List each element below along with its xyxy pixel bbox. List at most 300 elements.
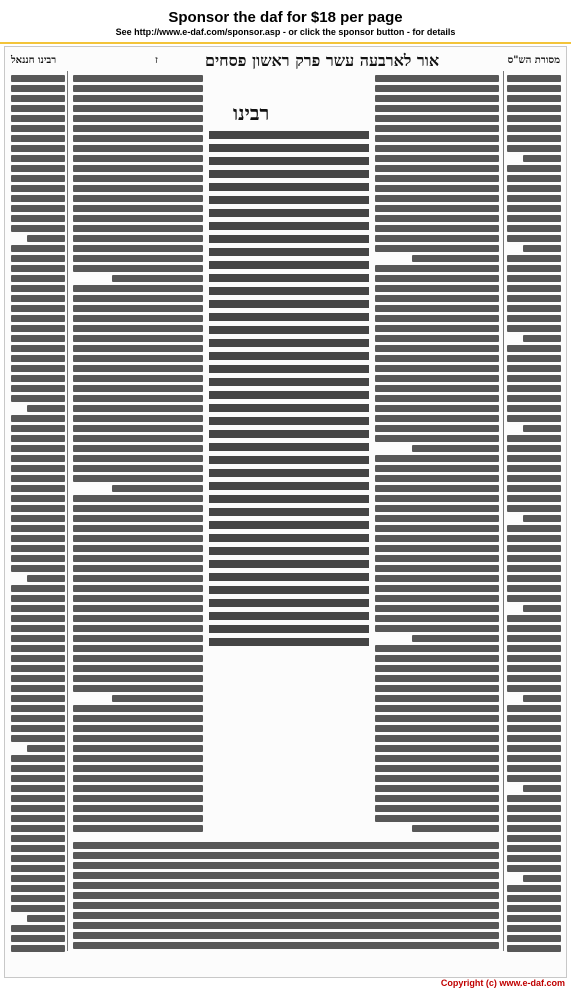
text-line — [375, 565, 499, 572]
text-line — [507, 575, 561, 582]
text-line — [73, 565, 203, 572]
text-line — [523, 605, 561, 612]
text-line — [73, 912, 499, 919]
running-title: אור לארבעה עשר פרק ראשון פסחים — [205, 51, 440, 70]
text-line — [375, 455, 499, 462]
text-line — [11, 765, 65, 772]
text-line — [73, 735, 203, 742]
text-line — [375, 495, 499, 502]
text-line — [73, 285, 203, 292]
left-commentary-column — [11, 75, 65, 955]
text-line — [375, 245, 499, 252]
text-line — [73, 255, 203, 262]
text-line — [209, 261, 369, 269]
text-line — [11, 855, 65, 862]
text-line — [375, 725, 499, 732]
text-line — [209, 300, 369, 308]
text-line — [209, 196, 369, 204]
text-line — [507, 935, 561, 942]
text-line — [209, 521, 369, 529]
text-line — [523, 785, 561, 792]
text-line — [11, 925, 65, 932]
right-margin-column — [507, 75, 561, 955]
text-line — [375, 595, 499, 602]
text-line — [11, 245, 65, 252]
text-line — [375, 335, 499, 342]
text-line — [11, 325, 65, 332]
text-line — [507, 85, 561, 92]
text-line — [209, 417, 369, 425]
text-line — [11, 445, 65, 452]
text-line — [523, 155, 561, 162]
text-line — [209, 144, 369, 152]
text-line — [11, 175, 65, 182]
text-line — [507, 265, 561, 272]
text-line — [375, 375, 499, 382]
text-line — [73, 505, 203, 512]
text-line — [73, 85, 203, 92]
text-line — [73, 365, 203, 372]
text-line — [375, 145, 499, 152]
text-line — [11, 945, 65, 952]
text-line — [209, 183, 369, 191]
text-line — [507, 275, 561, 282]
text-line — [73, 765, 203, 772]
text-line — [11, 815, 65, 822]
text-line — [11, 775, 65, 782]
text-line — [112, 275, 203, 282]
text-line — [11, 795, 65, 802]
text-line — [375, 735, 499, 742]
text-line — [507, 215, 561, 222]
text-line — [507, 925, 561, 932]
text-line — [507, 725, 561, 732]
rashi-column — [375, 75, 499, 835]
text-line — [507, 125, 561, 132]
text-line — [73, 295, 203, 302]
text-line — [73, 225, 203, 232]
text-line — [375, 525, 499, 532]
text-line — [73, 725, 203, 732]
text-line — [73, 525, 203, 532]
text-line — [209, 170, 369, 178]
text-line — [11, 715, 65, 722]
text-line — [73, 535, 203, 542]
text-line — [375, 535, 499, 542]
text-line — [375, 435, 499, 442]
text-line — [11, 85, 65, 92]
text-line — [73, 175, 203, 182]
text-line — [11, 195, 65, 202]
text-line — [11, 675, 65, 682]
text-line — [73, 125, 203, 132]
text-line — [11, 425, 65, 432]
text-line — [11, 185, 65, 192]
text-line — [11, 95, 65, 102]
text-line — [209, 638, 369, 646]
text-line — [209, 131, 369, 139]
text-line — [507, 855, 561, 862]
text-line — [507, 635, 561, 642]
text-line — [11, 105, 65, 112]
text-line — [73, 685, 203, 692]
text-line — [209, 586, 369, 594]
text-line — [73, 655, 203, 662]
column-divider — [503, 71, 504, 951]
text-line — [209, 404, 369, 412]
text-line — [73, 815, 203, 822]
text-line — [11, 155, 65, 162]
text-line — [73, 445, 203, 452]
text-line — [73, 872, 499, 879]
text-line — [507, 645, 561, 652]
text-line — [209, 456, 369, 464]
text-line — [507, 795, 561, 802]
column-divider — [67, 71, 68, 951]
text-line — [73, 465, 203, 472]
text-line — [523, 335, 561, 342]
gemara-text — [209, 131, 369, 651]
text-line — [375, 815, 499, 822]
text-line — [11, 395, 65, 402]
text-line — [11, 725, 65, 732]
text-line — [507, 465, 561, 472]
text-line — [375, 355, 499, 362]
copyright-footer[interactable]: Copyright (c) www.e-daf.com — [440, 978, 565, 988]
text-line — [507, 135, 561, 142]
text-line — [11, 135, 65, 142]
text-line — [73, 205, 203, 212]
text-line — [11, 785, 65, 792]
text-line — [507, 285, 561, 292]
text-line — [73, 265, 203, 272]
text-line — [375, 415, 499, 422]
text-line — [375, 795, 499, 802]
text-line — [375, 235, 499, 242]
text-line — [375, 505, 499, 512]
banner-title[interactable]: Sponsor the daf for $18 per page — [168, 9, 403, 26]
text-line — [375, 385, 499, 392]
text-line — [507, 565, 561, 572]
text-line — [11, 615, 65, 622]
text-line — [375, 645, 499, 652]
text-line — [11, 865, 65, 872]
text-line — [27, 575, 65, 582]
text-line — [209, 547, 369, 555]
text-line — [375, 95, 499, 102]
text-line — [73, 315, 203, 322]
text-line — [375, 155, 499, 162]
text-line — [507, 395, 561, 402]
text-line — [73, 615, 203, 622]
text-line — [11, 645, 65, 652]
talmud-page — [4, 46, 567, 978]
text-line — [375, 295, 499, 302]
sponsor-banner[interactable] — [0, 0, 571, 44]
text-line — [11, 215, 65, 222]
text-line — [11, 505, 65, 512]
left-column-label: רבינו חננאל — [11, 55, 57, 66]
text-line — [375, 695, 499, 702]
text-line — [73, 862, 499, 869]
text-line — [11, 365, 65, 372]
text-line — [507, 655, 561, 662]
text-line — [73, 852, 499, 859]
text-line — [375, 205, 499, 212]
text-line — [412, 445, 499, 452]
text-line — [375, 265, 499, 272]
text-line — [73, 942, 499, 949]
text-line — [507, 735, 561, 742]
text-line — [507, 625, 561, 632]
text-line — [11, 875, 65, 882]
text-line — [507, 455, 561, 462]
text-line — [375, 115, 499, 122]
text-line — [507, 375, 561, 382]
text-line — [27, 745, 65, 752]
text-line — [375, 75, 499, 82]
text-line — [11, 75, 65, 82]
text-line — [507, 385, 561, 392]
text-line — [507, 805, 561, 812]
text-line — [209, 495, 369, 503]
text-line — [375, 755, 499, 762]
text-line — [73, 665, 203, 672]
text-line — [11, 735, 65, 742]
text-line — [375, 555, 499, 562]
text-line — [375, 105, 499, 112]
text-line — [375, 605, 499, 612]
text-line — [412, 825, 499, 832]
text-line — [209, 274, 369, 282]
text-line — [507, 305, 561, 312]
text-line — [507, 825, 561, 832]
text-line — [375, 195, 499, 202]
text-line — [375, 125, 499, 132]
text-line — [507, 615, 561, 622]
text-line — [73, 215, 203, 222]
text-line — [11, 755, 65, 762]
text-line — [209, 352, 369, 360]
text-line — [73, 495, 203, 502]
text-line — [73, 155, 203, 162]
text-line — [73, 405, 203, 412]
text-line — [209, 534, 369, 542]
text-line — [73, 425, 203, 432]
text-line — [73, 105, 203, 112]
text-line — [375, 345, 499, 352]
text-line — [375, 625, 499, 632]
text-line — [73, 892, 499, 899]
text-line — [11, 835, 65, 842]
text-line — [523, 875, 561, 882]
text-line — [73, 585, 203, 592]
text-line — [523, 695, 561, 702]
text-line — [507, 815, 561, 822]
text-line — [507, 195, 561, 202]
text-line — [73, 715, 203, 722]
text-line — [73, 795, 203, 802]
text-line — [11, 335, 65, 342]
text-line — [375, 465, 499, 472]
text-line — [412, 635, 499, 642]
text-line — [375, 395, 499, 402]
text-line — [11, 805, 65, 812]
text-line — [507, 105, 561, 112]
text-line — [11, 415, 65, 422]
text-line — [507, 665, 561, 672]
text-line — [375, 225, 499, 232]
text-line — [375, 85, 499, 92]
text-line — [507, 555, 561, 562]
banner-subtitle[interactable]: See http://www.e-daf.com/sponsor.asp - or click the sponsor button - for details — [115, 27, 456, 37]
text-line — [507, 115, 561, 122]
text-line — [209, 313, 369, 321]
text-line — [375, 785, 499, 792]
text-line — [507, 315, 561, 322]
text-line — [507, 185, 561, 192]
text-line — [11, 165, 65, 172]
text-line — [507, 895, 561, 902]
text-line — [209, 365, 369, 373]
text-line — [375, 705, 499, 712]
text-line — [73, 515, 203, 522]
text-line — [375, 175, 499, 182]
text-line — [375, 165, 499, 172]
text-line — [73, 415, 203, 422]
text-line — [507, 595, 561, 602]
text-line — [11, 375, 65, 382]
text-line — [375, 715, 499, 722]
text-line — [11, 655, 65, 662]
text-line — [73, 115, 203, 122]
text-line — [507, 205, 561, 212]
text-line — [375, 585, 499, 592]
text-line — [209, 443, 369, 451]
text-line — [375, 135, 499, 142]
text-line — [73, 305, 203, 312]
text-line — [73, 75, 203, 82]
text-line — [112, 485, 203, 492]
text-line — [375, 545, 499, 552]
text-line — [11, 515, 65, 522]
text-line — [507, 325, 561, 332]
text-line — [375, 475, 499, 482]
text-line — [375, 485, 499, 492]
text-line — [523, 515, 561, 522]
text-line — [73, 645, 203, 652]
text-line — [375, 325, 499, 332]
text-line — [507, 535, 561, 542]
text-line — [209, 287, 369, 295]
text-line — [375, 425, 499, 432]
text-line — [209, 248, 369, 256]
right-column-label: מסורת הש"ס — [507, 55, 560, 66]
text-line — [11, 595, 65, 602]
text-line — [507, 165, 561, 172]
text-line — [11, 605, 65, 612]
text-line — [73, 575, 203, 582]
text-line — [507, 405, 561, 412]
text-line — [11, 465, 65, 472]
text-line — [73, 165, 203, 172]
text-line — [507, 585, 561, 592]
center-heading: רבינו — [233, 101, 270, 125]
text-line — [73, 922, 499, 929]
text-line — [27, 235, 65, 242]
text-line — [209, 378, 369, 386]
text-line — [73, 882, 499, 889]
text-line — [27, 915, 65, 922]
text-line — [375, 775, 499, 782]
text-line — [73, 635, 203, 642]
text-line — [507, 705, 561, 712]
text-line — [73, 385, 203, 392]
text-line — [507, 915, 561, 922]
text-line — [209, 599, 369, 607]
text-line — [507, 495, 561, 502]
text-line — [73, 755, 203, 762]
text-line — [412, 255, 499, 262]
text-line — [73, 135, 203, 142]
text-line — [11, 475, 65, 482]
text-line — [209, 209, 369, 217]
text-line — [507, 845, 561, 852]
text-line — [523, 245, 561, 252]
tosafot-column — [73, 75, 203, 835]
text-line — [209, 339, 369, 347]
text-line — [11, 885, 65, 892]
text-line — [209, 469, 369, 477]
text-line — [209, 430, 369, 438]
text-line — [209, 326, 369, 334]
text-line — [11, 285, 65, 292]
text-line — [73, 595, 203, 602]
text-line — [209, 235, 369, 243]
text-line — [507, 435, 561, 442]
text-line — [11, 845, 65, 852]
text-line — [11, 115, 65, 122]
text-line — [507, 755, 561, 762]
text-line — [73, 745, 203, 752]
text-line — [73, 825, 203, 832]
text-line — [507, 445, 561, 452]
text-line — [73, 345, 203, 352]
text-line — [507, 545, 561, 552]
text-line — [209, 573, 369, 581]
text-line — [11, 315, 65, 322]
text-line — [11, 485, 65, 492]
text-line — [507, 715, 561, 722]
text-line — [11, 225, 65, 232]
text-line — [11, 345, 65, 352]
text-line — [73, 675, 203, 682]
text-line — [507, 865, 561, 872]
text-line — [11, 535, 65, 542]
text-line — [209, 625, 369, 633]
text-line — [11, 495, 65, 502]
text-line — [507, 905, 561, 912]
text-line — [11, 355, 65, 362]
text-line — [73, 95, 203, 102]
text-line — [507, 685, 561, 692]
text-line — [73, 355, 203, 362]
text-line — [375, 285, 499, 292]
text-line — [507, 255, 561, 262]
text-line — [507, 765, 561, 772]
text-line — [507, 835, 561, 842]
text-line — [11, 665, 65, 672]
